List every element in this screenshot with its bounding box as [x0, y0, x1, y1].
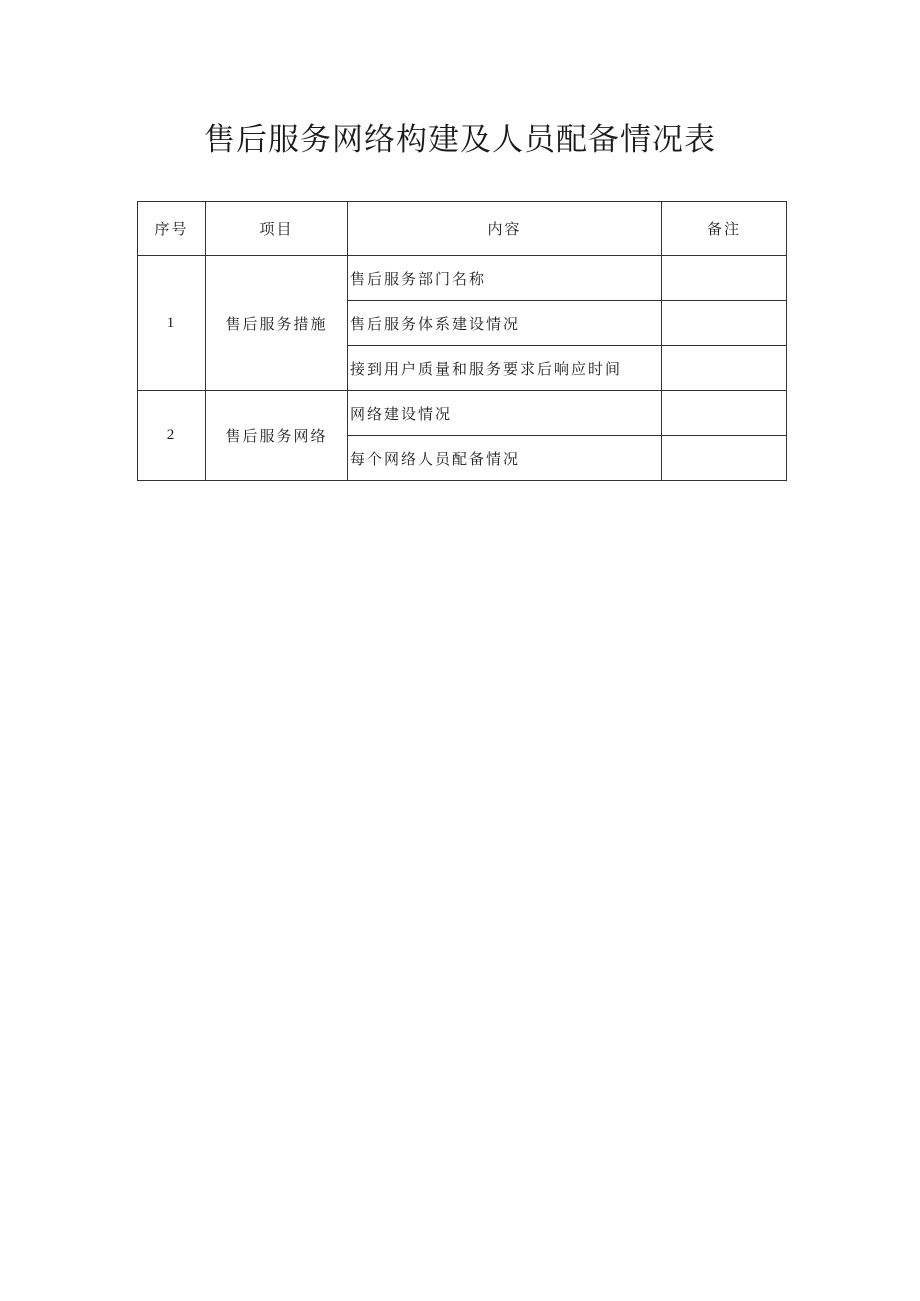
item-cell: 售后服务措施: [206, 256, 348, 391]
staffing-table: [137, 201, 787, 481]
remark-cell: [662, 256, 787, 301]
header-index: 序号: [138, 202, 206, 256]
page-title: 售后服务网络构建及人员配备情况表: [204, 122, 716, 158]
remark-cell: [662, 391, 787, 436]
remark-cell: [662, 346, 787, 391]
table-header-row: [138, 202, 787, 256]
table-row: [138, 391, 787, 436]
index-cell: 1: [138, 256, 206, 391]
table-row: [138, 256, 787, 301]
content-cell: 接到用户质量和服务要求后响应时间: [348, 346, 662, 391]
index-cell: 2: [138, 391, 206, 481]
content-cell: 每个网络人员配备情况: [348, 436, 662, 481]
header-item: 项目: [206, 202, 348, 256]
header-remark: 备注: [662, 202, 787, 256]
content-cell: 网络建设情况: [348, 391, 662, 436]
item-cell: 售后服务网络: [206, 391, 348, 481]
remark-cell: [662, 436, 787, 481]
content-cell: 售后服务体系建设情况: [348, 301, 662, 346]
content-cell: 售后服务部门名称: [348, 256, 662, 301]
remark-cell: [662, 301, 787, 346]
header-content: 内容: [348, 202, 662, 256]
